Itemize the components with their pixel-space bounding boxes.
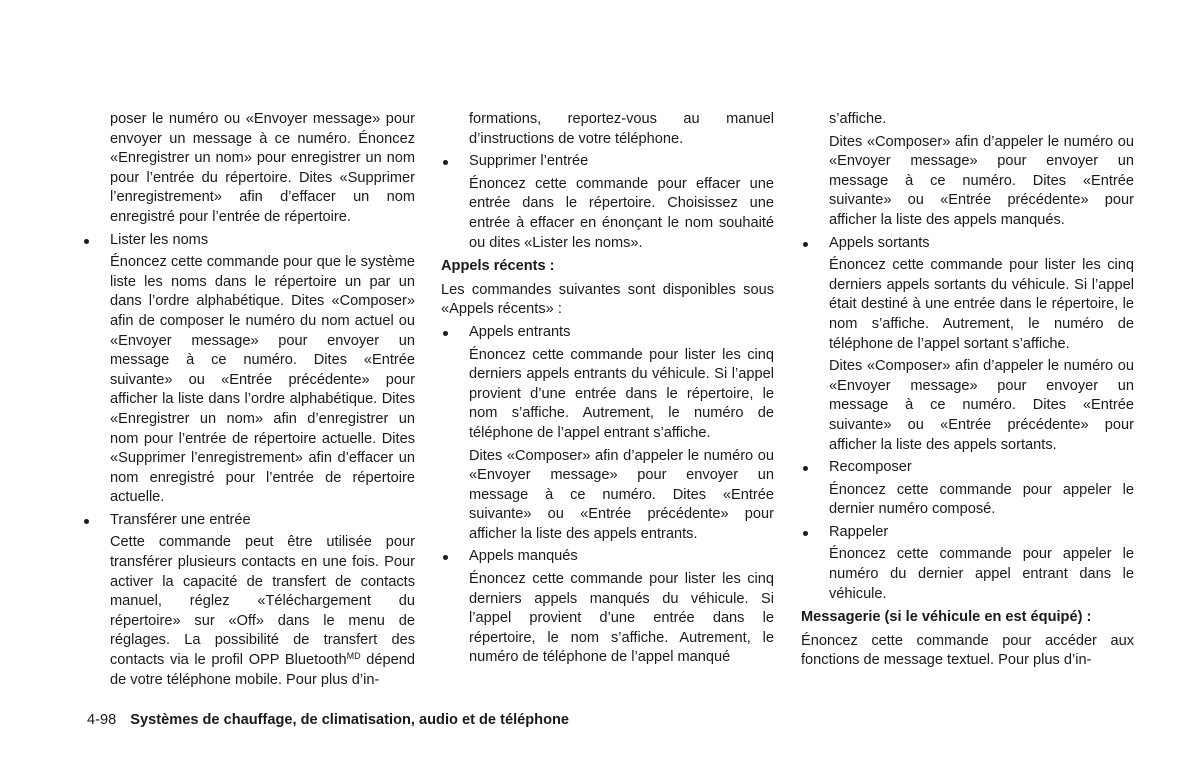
bullet-supprimer-entree: Supprimer l’entrée [441, 152, 774, 172]
paragraph: Énoncez cette commande pour appeler le dernier numéro composé. [829, 481, 1134, 518]
bullet-appels-manques: Appels manqués [441, 547, 774, 567]
bullet-rappeler: Rappeler [801, 523, 1134, 543]
paragraph: formations, reportez-vous au manuel d’instructions de votre téléphone. [469, 111, 774, 147]
section-heading-messagerie: Messagerie (si le véhicule en est équipé) : [801, 609, 1092, 626]
column-middle [441, 110, 774, 671]
trademark-superscript: MD [346, 651, 361, 662]
bullet-appels-entrants: Appels entrants [441, 323, 774, 343]
page-number: 4-98 [87, 712, 117, 728]
paragraph: Dites «Composer» afin d’appeler le numéro ou «Envoyer message» pour envoyer un message à ce numéro. Dites «Entrée suivante» ou «Entrée précédente» pour afficher la liste des appels entrants. [469, 447, 774, 542]
paragraph: Dites «Composer» afin d’appeler le numéro ou «Envoyer message» pour envoyer un message à ce numéro. Dites «Entrée suivante» ou «Entrée précédente» pour afficher la liste des appels sortants. [829, 358, 1134, 453]
paragraph: poser le numéro ou «Envoyer message» pour envoyer un message à ce numéro. Énoncez «Enregistrer un nom» pour enregistrer un nom pour l’entrée du répertoire. Dites «Supprimer l’enregistrement» afin d’effacer un nom enregistré pour l’entrée de répertoire. [110, 111, 415, 225]
paragraph: Énoncez cette commande pour appeler le numéro du dernier appel entrant dans le véhicule. [829, 546, 1134, 602]
paragraph [110, 533, 415, 690]
paragraph-text: dépend de votre téléphone mobile. Pour plus d’in- [110, 652, 415, 688]
bullet-transferer-une-entree: Transférer une entrée [82, 511, 415, 531]
bullet-lister-les-noms: Lister les noms [82, 231, 415, 251]
paragraph: Énoncez cette commande pour que le système liste les noms dans le répertoire un par un dans l’ordre alphabétique. Dites «Composer» afin de composer le numéro du nom actuel ou «Envoyer message» pour envoyer un message à ce numéro. Dites «Entrée suivante» ou «Entrée précédente» pour afficher la liste dans l’ordre alphabétique. Dites «Enregistrer un nom» afin d’enregistrer un nom pour l’entrée de répertoire actuelle. Dites «Supprimer l’enregistrement» afin d’effacer un nom enregistré pour l’entrée de répertoire actuelle. [110, 254, 415, 506]
column-left [82, 110, 415, 693]
footer-title: Systèmes de chauffage, de climatisation, audio et de téléphone [130, 712, 570, 728]
paragraph: Énoncez cette commande pour effacer une entrée dans le répertoire. Choisissez une entrée à effacer en énonçant le nom souhaité ou dites «Lister les noms». [469, 175, 774, 251]
page-footer [87, 710, 569, 730]
paragraph: Énoncez cette commande pour lister les cinq derniers appels manqués du véhicule. Si l’appel provient d’une entrée dans le répertoire, le nom s’affiche. Autrement, le numéro de téléphone de l’appel manqué [469, 571, 774, 666]
paragraph: Énoncez cette commande pour lister les cinq derniers appels entrants du véhicule. Si l’appel provient d’une entrée dans le répertoire, le nom s’affiche. Autrement, le numéro de téléphone de l’appel entrant s’affiche. [469, 346, 774, 441]
paragraph: Dites «Composer» afin d’appeler le numéro ou «Envoyer message» pour envoyer un message à ce numéro. Dites «Entrée suivante» ou «Entrée précédente» pour afficher la liste des appels manqués. [829, 133, 1134, 228]
paragraph: s’affiche. [829, 111, 887, 127]
column-right [801, 110, 1134, 674]
paragraph: Les commandes suivantes sont disponibles sous «Appels récents» : [441, 281, 774, 318]
section-heading-appels-recents: Appels récents : [441, 258, 555, 275]
paragraph: Énoncez cette commande pour lister les cinq derniers appels sortants du véhicule. Si l’appel était destiné à une entrée dans le répertoire, le nom s’affiche. Autrement, le numéro de téléphone de l’appel sortant s’affiche. [829, 257, 1134, 352]
paragraph-text: Cette commande peut être utilisée pour transférer plusieurs contacts en une fois. Pour activer la capacité de transfert de contacts manuel, réglez «Téléchargement du répertoire» sur «Off» dans le menu de réglages. La possibilité de transfert des contacts via le profil OPP Bluetooth [110, 534, 415, 669]
bullet-recomposer: Recomposer [801, 458, 1134, 478]
paragraph: Énoncez cette commande pour accéder aux fonctions de message textuel. Pour plus d’in- [801, 632, 1134, 669]
bullet-appels-sortants: Appels sortants [801, 234, 1134, 254]
